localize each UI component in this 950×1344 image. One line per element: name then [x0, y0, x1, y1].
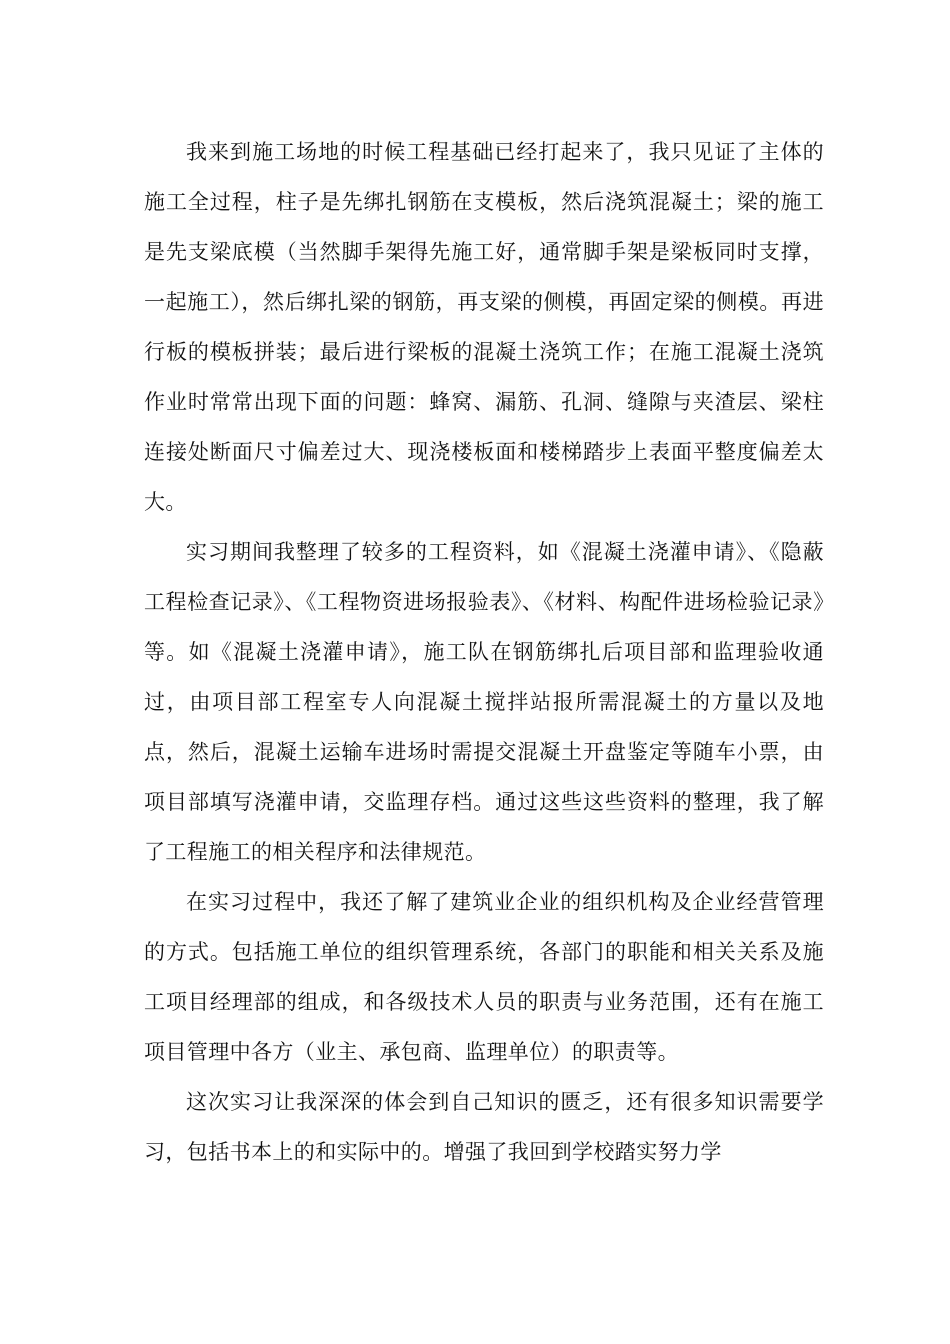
- document-body: [144, 127, 824, 1177]
- paragraph-engineering-documents: 实习期间我整理了较多的工程资料，如《混凝土浇灌申请》、《隐蔽工程检查记录》、《工程物资进场报验表》、《材料、构配件进场检验记录》等。如《混凝土浇灌申请》，施工队在钢筋绑扎后项目部和监理验收通过，由项目部工程室专人向混凝土搅拌站报所需混凝土的方量以及地点，然后，混凝土运输车进场时需提交混凝土开盘鉴定等随车小票，由项目部填写浇灌申请，交监理存档。通过这些这些资料的整理，我了解了工程施工的相关程序和法律规范。: [144, 540, 824, 864]
- paragraph-reflection: 这次实习让我深深的体会到自己知识的匮乏，还有很多知识需要学习，包括书本上的和实际中的。增强了我回到学校踏实努力学: [144, 1090, 824, 1164]
- paragraph-organization-management: 在实习过程中，我还了解了建筑业企业的组织机构及企业经营管理的方式。包括施工单位的组织管理系统，各部门的职能和相关关系及施工项目经理部的组成，和各级技术人员的职责与业务范围，还有在施工项目管理中各方（业主、承包商、监理单位）的职责等。: [144, 890, 824, 1064]
- paragraph-construction-process: 我来到施工场地的时候工程基础已经打起来了，我只见证了主体的施工全过程，柱子是先绑扎钢筋在支模板，然后浇筑混凝土；梁的施工是先支梁底模（当然脚手架得先施工好，通常脚手架是梁板同时支撑，一起施工），然后绑扎梁的钢筋，再支梁的侧模，再固定梁的侧模。再进行板的模板拼装；最后进行梁板的混凝土浇筑工作；在施工混凝土浇筑作业时常常出现下面的问题：蜂窝、漏筋、孔洞、缝隙与夹渣层、梁柱连接处断面尺寸偏差过大、现浇楼板面和楼梯踏步上表面平整度偏差太大。: [144, 140, 824, 514]
